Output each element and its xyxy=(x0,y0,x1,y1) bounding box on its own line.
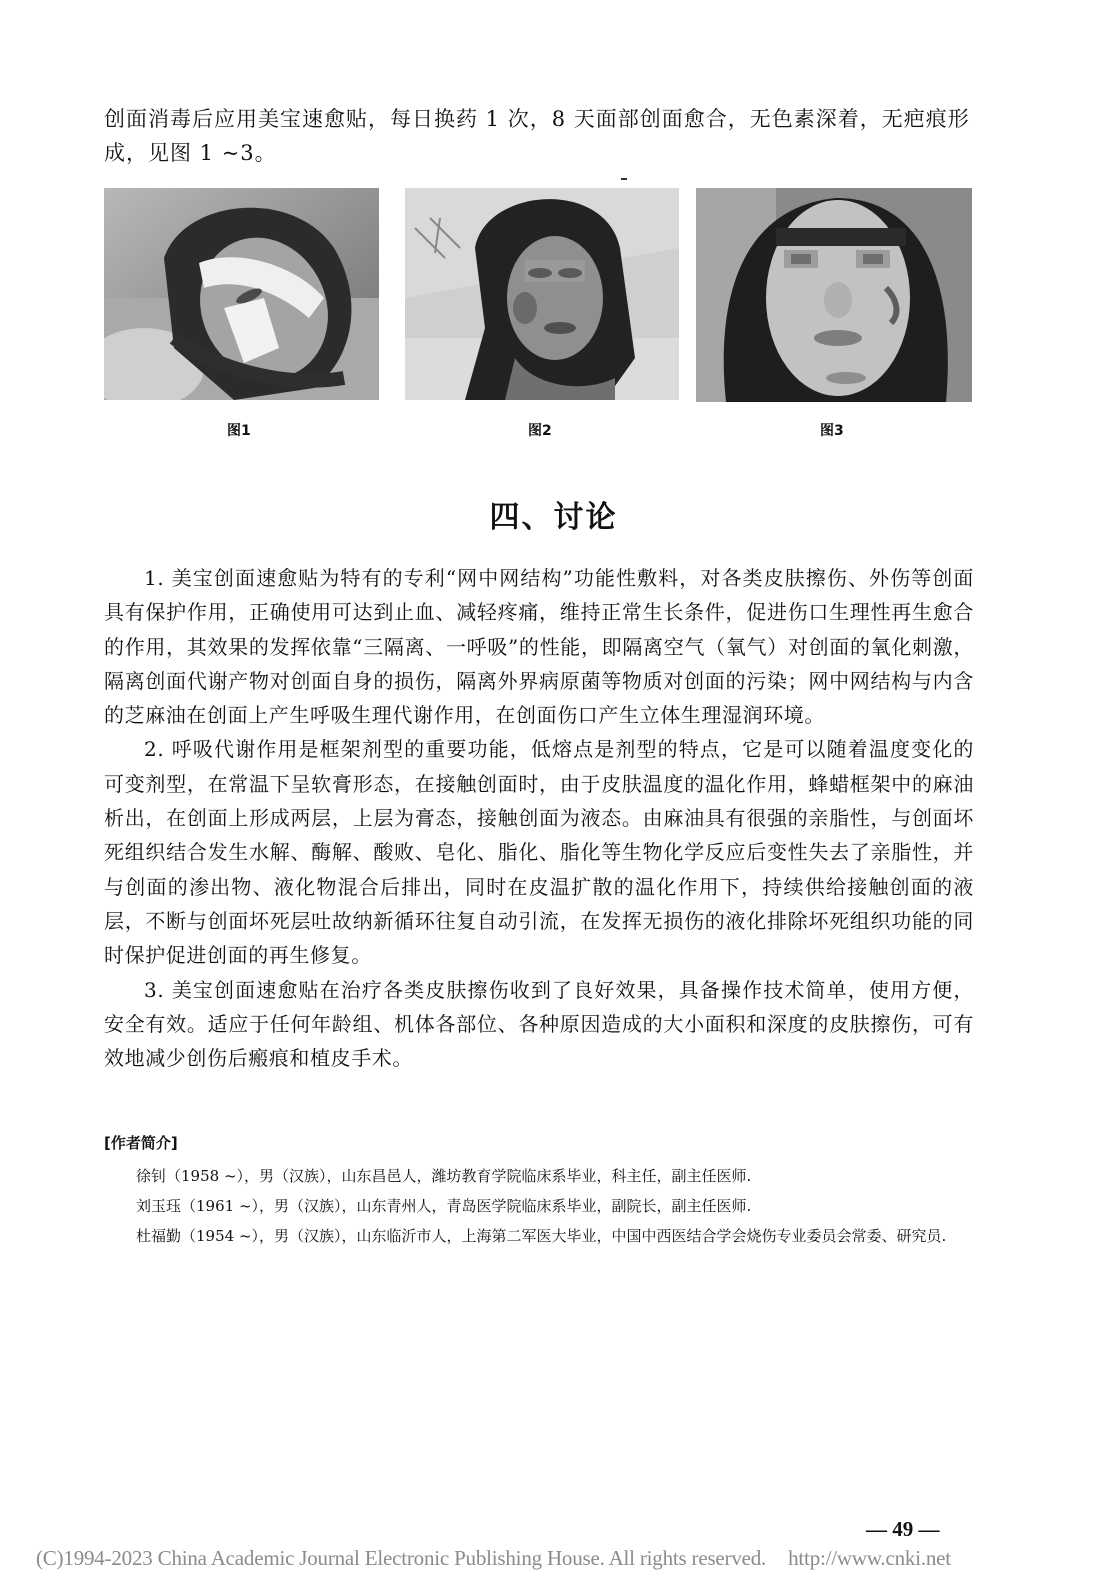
discussion-paragraph-3: 3. 美宝创面速愈贴在治疗各类皮肤擦伤收到了良好效果，具备操作技术简单，使用方便，安全有效。适应于任何年龄组、机体各部位、各种原因造成的大小面积和深度的皮肤擦伤，可有效地减少创伤后瘢痕和植皮手术。 xyxy=(104,977,974,1071)
figure-1-image xyxy=(104,188,379,400)
discussion-paragraph-2: 2. 呼吸代谢作用是框架剂型的重要功能，低熔点是剂型的特点，它是可以随着温度变化的可变剂型，在常温下呈软膏形态，在接触创面时，由于皮肤温度的温化作用，蜂蜡框架中的麻油析出，在创面上形成两层，上层为膏态，接触创面为液态。由麻油具有很强的亲脂性，与创面坏死组织结合发生水解、酶解、酸败、皂化、脂化、脂化等生物化学反应后变性失去了亲脂性，并与创面的渗出物、液化物混合后排出，同时在皮温扩散的温化作用下，持续供给接触创面的液层，不断与创面坏死层吐故纳新循环往复自动引流，在发挥无损伤的液化排除坏死组织功能的同时保护促进创面的再生修复。 xyxy=(104,737,974,968)
discussion-body xyxy=(104,561,974,1075)
author-bio-line: 杜福勤（1954 ~），男（汉族），山东临沂市人，上海第二军医大毕业，中国中西医结合学会烧伤专业委员会常委、研究员. xyxy=(136,1227,947,1245)
print-mark xyxy=(621,178,627,180)
author-bio-heading: [作者简介] xyxy=(104,1134,178,1152)
figure-2-caption: 图2 xyxy=(528,423,552,439)
figure-3-caption: 图3 xyxy=(820,423,844,439)
figure-3-image xyxy=(696,188,972,402)
discussion-paragraph-1: 1. 美宝创面速愈贴为特有的专利“网中网结构”功能性敷料，对各类皮肤擦伤、外伤等创面具有保护作用，正确使用可达到止血、减轻疼痛，维持正常生长条件，促进伤口生理性再生愈合的作用，其效果的发挥依靠“三隔离、一呼吸”的性能，即隔离空气（氧气）对创面的氧化刺激，隔离创面代谢产物对创面自身的损伤，隔离外界病原菌等物质对创面的污染；网中网结构与内含的芝麻油在创面上产生呼吸生理代谢作用，在创面伤口产生立体生理湿润环境。 xyxy=(104,566,974,728)
author-bio xyxy=(104,1128,984,1251)
figure-2-image xyxy=(405,188,679,400)
footer-url[interactable]: http://www.cnki.net xyxy=(788,1546,951,1570)
figure-2-photo xyxy=(405,188,679,400)
intro-paragraph: 创面消毒后应用美宝速愈贴，每日换药 1 次，8 天面部创面愈合，无色素深着，无疤痕形成，见图 1 ~3。 xyxy=(104,107,970,165)
copyright-footer xyxy=(36,1546,1076,1571)
copyright-text: (C)1994-2023 China Academic Journal Electronic Publishing House. All rights reserved. xyxy=(36,1546,767,1570)
figure-3-photo xyxy=(696,188,972,402)
figure-1-photo xyxy=(104,188,379,400)
author-bio-line: 徐钊（1958 ~），男（汉族），山东昌邑人，潍坊教育学院临床系毕业，科主任，副主任医师. xyxy=(136,1167,752,1185)
page-number: — 49 — xyxy=(866,1517,940,1541)
author-bio-line: 刘玉珏（1961 ~），男（汉族），山东青州人，青岛医学院临床系毕业，副院长，副主任医师. xyxy=(136,1197,752,1215)
section-title: 四、讨论 xyxy=(489,500,618,535)
figure-1-caption: 图1 xyxy=(227,423,251,439)
